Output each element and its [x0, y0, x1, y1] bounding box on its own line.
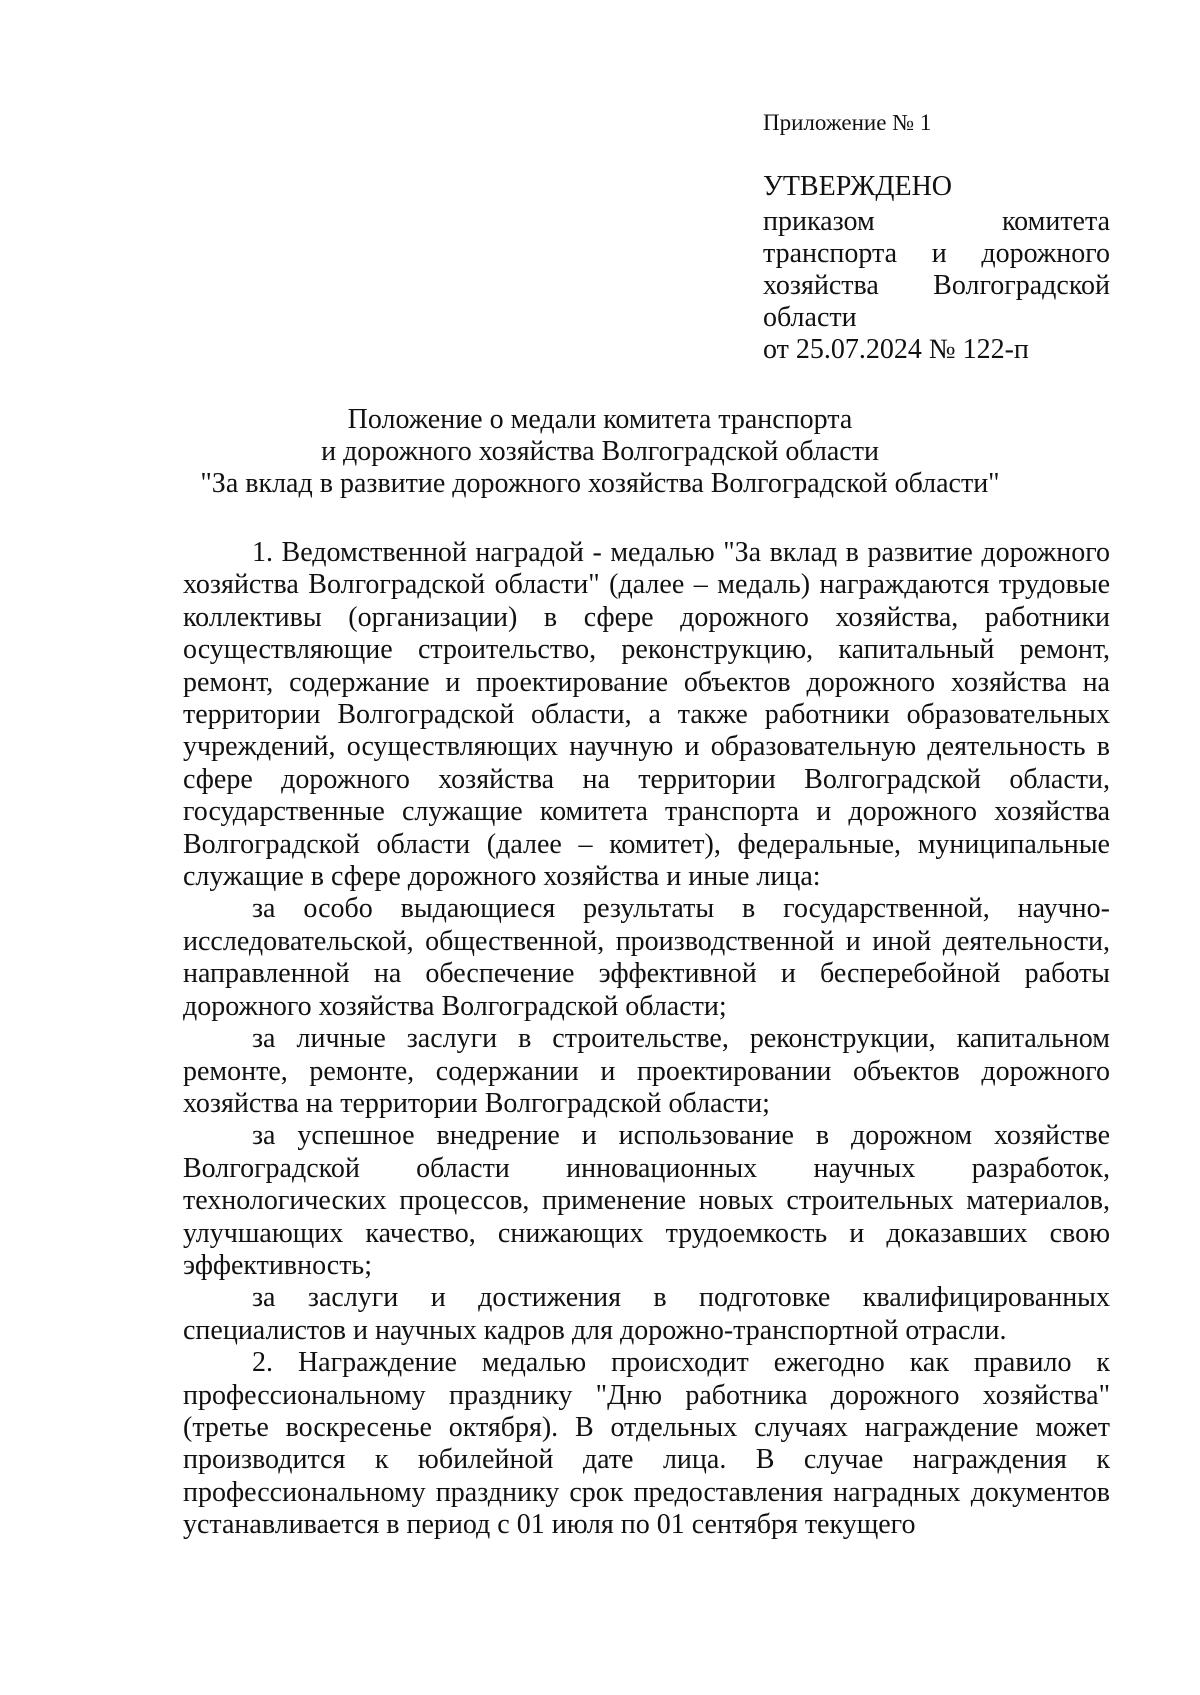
title-line: и дорожного хозяйства Волгоградской области — [321, 436, 879, 467]
approval-line: приказом комитета — [763, 206, 1110, 237]
approval-line: транспорта и дорожного — [763, 238, 1110, 269]
appendix-label: Приложение № 1 — [763, 110, 932, 135]
title-line: Положение о медали комитета транспорта — [347, 404, 853, 435]
paragraph: за особо выдающиеся результаты в государственной, научно-исследовательской, общественной, производственной и иной деятельности, направленной на обеспечение эффективной и бесперебойной работы дорожного хозяйства Волгоградской области; — [183, 893, 1110, 1022]
approved-stamp-text: УТВЕРЖДЕНО — [763, 171, 953, 202]
approval-block — [763, 170, 1110, 366]
document-body — [183, 537, 1110, 1542]
paragraph: за личные заслуги в строительстве, реконструкции, капитальном ремонте, ремонте, содержании и проектировании объектов дорожного хозяйства на территории Волгоградской области; — [183, 1023, 1110, 1119]
approval-order-number: от 25.07.2024 № 122-п — [763, 334, 1029, 365]
paragraph: 1. Ведомственной наградой - медалью "За вклад в развитие дорожного хозяйства Волгоградской области" (далее – медаль) награждаются трудовые коллективы (организации) в сфере дорожного хозяйства, работники осуществляющие строительство, реконструкцию, капитальный ремонт, ремонт, содержание и проектирование объектов дорожного хозяйства на территории Волгоградской области, а также работники образовательных учреждений, осуществляющих научную и образовательную деятельность в сфере дорожного хозяйства на территории Волгоградской области, государственные служащие комитета транспорта и дорожного хозяйства Волгоградской области (далее – комитет), федеральные, муниципальные служащие в сфере дорожного хозяйства и иные лица: — [183, 537, 1110, 893]
approval-line: хозяйства Волгоградской — [763, 270, 1110, 301]
paragraph: за успешное внедрение и использование в дорожном хозяйстве Волгоградской области инновационных научных разработок, технологических процессов, применение новых строительных материалов, улучшающих качество, снижающих трудоемкость и доказавших свою эффективность; — [183, 1120, 1110, 1281]
paragraph: за заслуги и достижения в подготовке квалифицированных специалистов и научных кадров для дорожно-транспортной отрасли. — [183, 1282, 1110, 1346]
paragraph: 2. Награждение медалью происходит ежегодно как правило к профессиональному празднику "Дню работника дорожного хозяйства" (третье воскресенье октября). В отдельных случаях награждение может производится к юбилейной дате лица. В случае награждения к профессиональному празднику срок предоставления наградных документов устанавливается в период с 01 июля по 01 сентября текущего — [183, 1347, 1110, 1541]
approval-line: области — [763, 302, 857, 333]
document-title — [150, 404, 1050, 500]
title-line: "За вклад в развитие дорожного хозяйства Волгоградской области" — [200, 468, 1000, 499]
